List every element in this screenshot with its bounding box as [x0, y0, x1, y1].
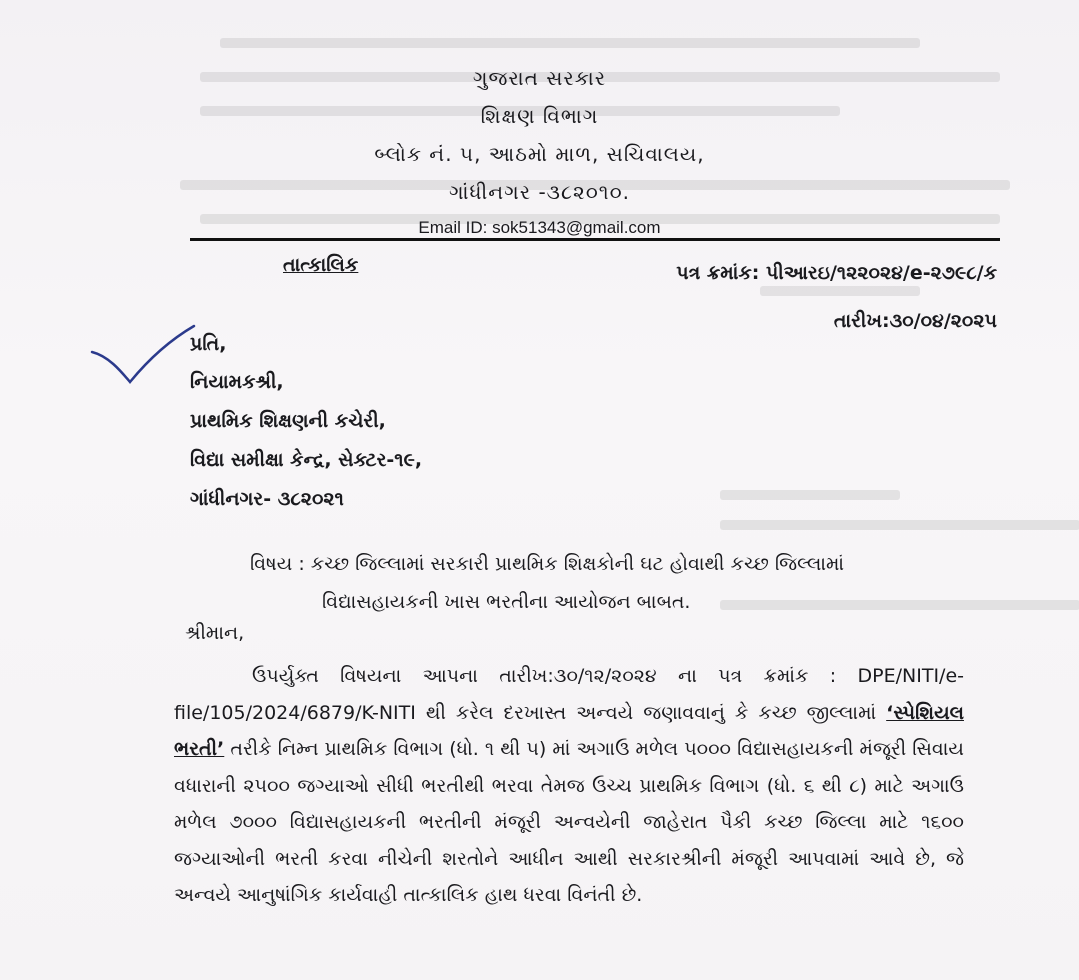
body-text-part-1: ઉપર્યુક્ત વિષયના આપના તારીખ:૩૦/૧૨/૨૦૨૪ ના પત્ર ક્રમાંક : DPE/NITI/e-file/105/2024/6879/K-NITI થી કરેલ દરખાસ્ત અન્વયે જણાવવાનું કે કચ્છ જીલ્લામાં: [174, 665, 964, 724]
subject-line-2: વિદ્યાસહાયકની ખાસ ભરતીના આયોજન બાબત.: [322, 591, 691, 613]
header-line-city: ગાંધીનગર -૩૮૨૦૧૦.: [449, 180, 630, 204]
recipient-city: ગાંધીનગર- ૩૮૨૦૨૧: [190, 488, 344, 510]
body-emphasis: ‘સ્પેશિયલ ભરતી’: [174, 701, 964, 760]
header-line-government: ગુજરાત સરકાર: [472, 66, 607, 90]
urgency-label: તાત્કાલિક: [283, 254, 359, 276]
subject-line-1: વિષય : કચ્છ જિલ્લામાં સરકારી પ્રાથમિક શિક્ષકોની ઘટ હોવાથી કચ્છ જિલ્લામાં: [250, 553, 845, 575]
reference-number: પત્ર ક્રમાંક: પીઆરઇ/૧૨૨૦૨૪/e-૨૭૯૮/ક: [676, 262, 997, 284]
recipient-prefix: પ્રતિ,: [190, 333, 227, 355]
header-email: Email ID: sok51343@gmail.com: [418, 218, 661, 237]
header-divider: [190, 238, 1000, 241]
salutation: શ્રીમાન,: [185, 622, 245, 644]
header-line-address: બ્લોક નં. ૫, આઠમો માળ, સચિવાલય,: [374, 142, 705, 166]
body-paragraph: [174, 658, 964, 914]
recipient-office: પ્રાથમિક શિક્ષણની કચેરી,: [190, 410, 386, 432]
recipient-building: વિદ્યા સમીક્ષા કેન્દ્ર, સેક્ટર-૧૯,: [190, 449, 423, 471]
header-line-department: શિક્ષણ વિભાગ: [480, 104, 599, 128]
recipient-title: નિયામકશ્રી,: [190, 371, 284, 393]
letter-date: તારીખ:૩૦/૦૪/૨૦૨૫: [833, 310, 997, 332]
body-text-part-2: તરીકે નિમ્ન પ્રાથમિક વિભાગ (ધો. ૧ થી ૫) માં અગાઉ મળેલ ૫૦૦૦ વિદ્યાસહાયકની મંજૂરી સિવાય વધારાની ૨૫૦૦ જગ્યાઓ સીધી ભરતીથી ભરવા તેમજ ઉચ્ચ પ્રાથમિક વિભાગ (ધો. ૬ થી ૮) માટે અગાઉ મળેલ ૭૦૦૦ વિદ્યાસહાયકની ભરતીની મંજૂરી અન્વયેની જાહેરાત પૈકી કચ્છ જિલ્લા માટે ૧૬૦૦ જગ્યાઓની ભરતી કરવા નીચેની શરતોને આધીન આથી સરકારશ્રીની મંજૂરી આપવામાં આવે છે, જે અન્વયે આનુષાંગિક કાર્યવાહી તાત્કાલિક હાથ ધરવા વિનંતી છે.: [174, 738, 964, 906]
checkmark-icon: [90, 320, 200, 390]
